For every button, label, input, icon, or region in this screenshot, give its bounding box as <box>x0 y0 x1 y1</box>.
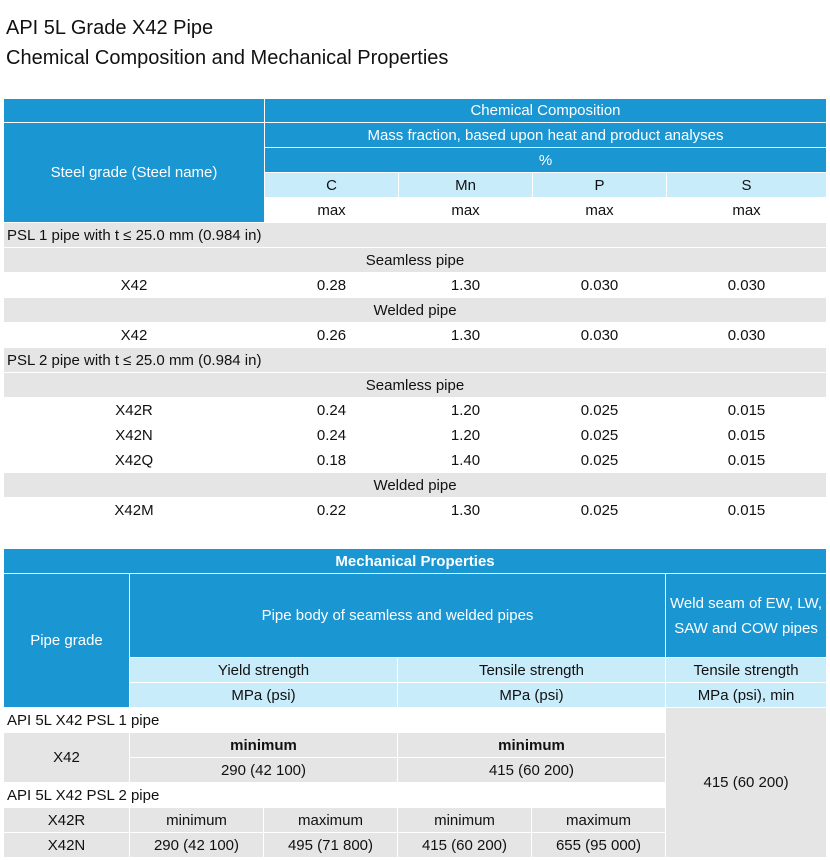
mn-value: 1.30 <box>399 323 533 348</box>
s-value: 0.015 <box>667 398 827 423</box>
mn-value: 1.20 <box>399 398 533 423</box>
percent-header: % <box>265 148 827 173</box>
p-value: 0.025 <box>533 498 667 523</box>
s-value: 0.015 <box>667 448 827 473</box>
psl1-tensile-min: 415 (60 200) <box>398 758 666 783</box>
psl1-welded-label: Welded pipe <box>4 298 827 323</box>
s-value: 0.015 <box>667 423 827 448</box>
pipe-body-header: Pipe body of seamless and welded pipes <box>130 574 666 658</box>
grade-cell: X42N <box>4 423 265 448</box>
psl2-tensile-min: 415 (60 200) <box>398 833 532 858</box>
yield-maximum-label: maximum <box>264 808 398 833</box>
grade-cell: X42 <box>4 273 265 298</box>
page-subtitle: Chemical Composition and Mechanical Properties <box>6 47 449 69</box>
tensile-unit: MPa (psi) <box>398 683 666 708</box>
grade-cell: X42M <box>4 498 265 523</box>
mn-value: 1.20 <box>399 423 533 448</box>
weld-tensile-unit: MPa (psi), min <box>666 683 827 708</box>
pipe-grade-header: Pipe grade <box>4 574 130 708</box>
s-value: 0.030 <box>667 323 827 348</box>
psl1-section-label: API 5L X42 PSL 1 pipe <box>4 708 666 733</box>
table-row <box>4 323 827 348</box>
p-value: 0.025 <box>533 423 667 448</box>
table-row <box>4 273 827 298</box>
psl2-grade-cell: X42N <box>4 833 130 858</box>
s-value: 0.015 <box>667 498 827 523</box>
col-s-header: S <box>667 173 827 198</box>
c-value: 0.24 <box>265 423 399 448</box>
s-value: 0.030 <box>667 273 827 298</box>
grade-cell: X42Q <box>4 448 265 473</box>
c-value: 0.26 <box>265 323 399 348</box>
psl1-grade-cell: X42 <box>4 733 130 783</box>
table-row <box>4 498 827 523</box>
table-row <box>4 398 827 423</box>
col-p-limit: max <box>533 198 667 223</box>
page-title: API 5L Grade X42 Pipe <box>6 17 214 39</box>
psl2-section-label: PSL 2 pipe with t ≤ 25.0 mm (0.984 in) <box>4 348 827 373</box>
yield-strength-header: Yield strength <box>130 658 398 683</box>
col-c-limit: max <box>265 198 399 223</box>
weld-seam-header: Weld seam of EW, LW, SAW and COW pipes <box>666 574 827 658</box>
tensile-strength-header: Tensile strength <box>398 658 666 683</box>
tensile-maximum-label: maximum <box>532 808 666 833</box>
c-value: 0.24 <box>265 398 399 423</box>
mass-fraction-header: Mass fraction, based upon heat and product analyses <box>265 123 827 148</box>
steel-grade-header: Steel grade (Steel name) <box>4 123 265 223</box>
psl1-seamless-label: Seamless pipe <box>4 248 827 273</box>
psl2-seamless-label: Seamless pipe <box>4 373 827 398</box>
tensile-minimum-label: minimum <box>398 808 532 833</box>
tensile-minimum-label: minimum <box>398 733 666 758</box>
psl2-welded-label: Welded pipe <box>4 473 827 498</box>
chem-table-title: Chemical Composition <box>265 99 827 123</box>
psl2-yield-min: 290 (42 100) <box>130 833 264 858</box>
p-value: 0.030 <box>533 273 667 298</box>
c-value: 0.18 <box>265 448 399 473</box>
weld-tensile-header: Tensile strength <box>666 658 827 683</box>
mn-value: 1.40 <box>399 448 533 473</box>
yield-unit: MPa (psi) <box>130 683 398 708</box>
p-value: 0.030 <box>533 323 667 348</box>
yield-minimum-label: minimum <box>130 733 398 758</box>
col-c-header: C <box>265 173 399 198</box>
mn-value: 1.30 <box>399 273 533 298</box>
chemical-composition-table <box>3 98 827 523</box>
psl2-yield-max: 495 (71 800) <box>264 833 398 858</box>
psl2-grade-cell: X42R <box>4 808 130 833</box>
col-mn-limit: max <box>399 198 533 223</box>
mech-table-title: Mechanical Properties <box>4 549 827 574</box>
grade-cell: X42 <box>4 323 265 348</box>
p-value: 0.025 <box>533 398 667 423</box>
table-row <box>4 448 827 473</box>
col-p-header: P <box>533 173 667 198</box>
c-value: 0.28 <box>265 273 399 298</box>
table-row <box>4 423 827 448</box>
p-value: 0.025 <box>533 448 667 473</box>
psl1-yield-min: 290 (42 100) <box>130 758 398 783</box>
col-mn-header: Mn <box>399 173 533 198</box>
psl2-tensile-max: 655 (95 000) <box>532 833 666 858</box>
yield-minimum-label: minimum <box>130 808 264 833</box>
chem-spacer <box>4 99 265 123</box>
grade-cell: X42R <box>4 398 265 423</box>
col-s-limit: max <box>667 198 827 223</box>
mn-value: 1.30 <box>399 498 533 523</box>
mechanical-properties-table <box>3 548 827 858</box>
c-value: 0.22 <box>265 498 399 523</box>
weld-tensile-value: 415 (60 200) <box>666 708 827 858</box>
psl2-section-label: API 5L X42 PSL 2 pipe <box>4 783 666 808</box>
psl1-section-label: PSL 1 pipe with t ≤ 25.0 mm (0.984 in) <box>4 223 827 248</box>
